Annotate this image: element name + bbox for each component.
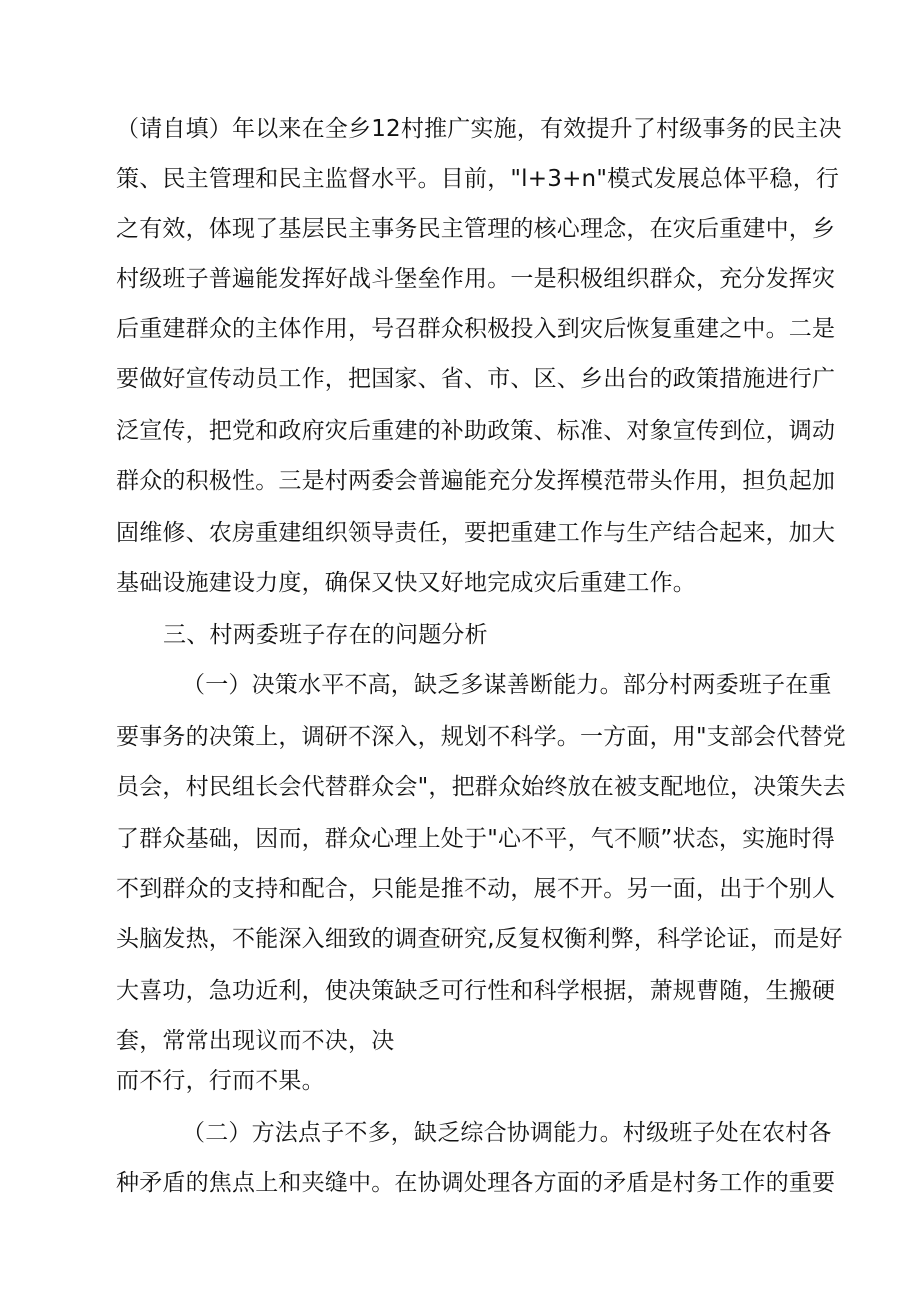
para3-line-2: 种矛盾的焦点上和夹缝中。在协调处理各方面的矛盾是村务工作的重要 — [116, 1170, 836, 1196]
para2-line-6: 头脑发热，不能深入细致的调查研究,反复权衡利弊，科学论证，而是好 — [116, 926, 843, 952]
para2-line-1: （一）决策水平不高，缺乏多谋善断能力。部分村两委班子在重 — [182, 672, 832, 698]
para2-line-7: 大喜功，急功近利，使决策缺乏可行性和科学根据，萧规曹随，生搬硬 — [116, 978, 836, 1004]
para3-line-1: （二）方法点子不多，缺乏综合协调能力。村级班子处在农村各 — [182, 1120, 832, 1146]
para2-line-5: 不到群众的支持和配合，只能是推不动，展不开。另一面，出于个别人 — [116, 876, 836, 902]
para2-line-9: 而不行，行而不果。 — [116, 1068, 325, 1094]
section-heading: 三、村两委班子存在的问题分析 — [163, 622, 488, 648]
para1-line-2: 策、民主管理和民主监督水平。目前，"l+3+n"模式发展总体平稳，行 — [116, 166, 840, 192]
para1-line-6: 要做好宣传动员工作，把国家、省、市、区、乡出台的政策措施进行广 — [116, 366, 836, 392]
para2-line-2: 要事务的决策上，调研不深入，规划不科学。一方面，用"支部会代替党 — [116, 724, 846, 750]
para1-line-9: 固维修、农房重建组织领导责任，要把重建工作与生产结合起来，加大 — [116, 520, 836, 546]
para1-line-3: 之有效，体现了基层民主事务民主管理的核心理念，在灾后重建中，乡 — [116, 216, 836, 242]
para1-line-4: 村级班子普遍能发挥好战斗堡垒作用。一是积极组织群众，充分发挥灾 — [116, 266, 836, 292]
para1-line-10: 基础设施建设力度，确保又快又好地完成灾后重建工作。 — [116, 570, 696, 596]
para1-line-8: 群众的积极性。三是村两委会普遍能充分发挥模范带头作用，担负起加 — [116, 468, 836, 494]
para1-line-1: （请自填）年以来在全乡12村推广实施，有效提升了村级事务的民主决 — [116, 116, 842, 142]
para2-line-8: 套，常常出现议而不决，决 — [116, 1028, 395, 1054]
para2-line-4: 了群众基础，因而，群众心理上处于"心不平，气不顺”状态，实施时得 — [116, 826, 835, 852]
para1-line-7: 泛宣传，把党和政府灾后重建的补助政策、标准、对象宣传到位，调动 — [116, 418, 836, 444]
para2-line-3: 员会，村民组长会代替群众会"，把群众始终放在被支配地位，决策失去 — [116, 774, 846, 800]
para1-line-5: 后重建群众的主体作用，号召群众积极投入到灾后恢复重建之中。二是 — [116, 316, 836, 342]
